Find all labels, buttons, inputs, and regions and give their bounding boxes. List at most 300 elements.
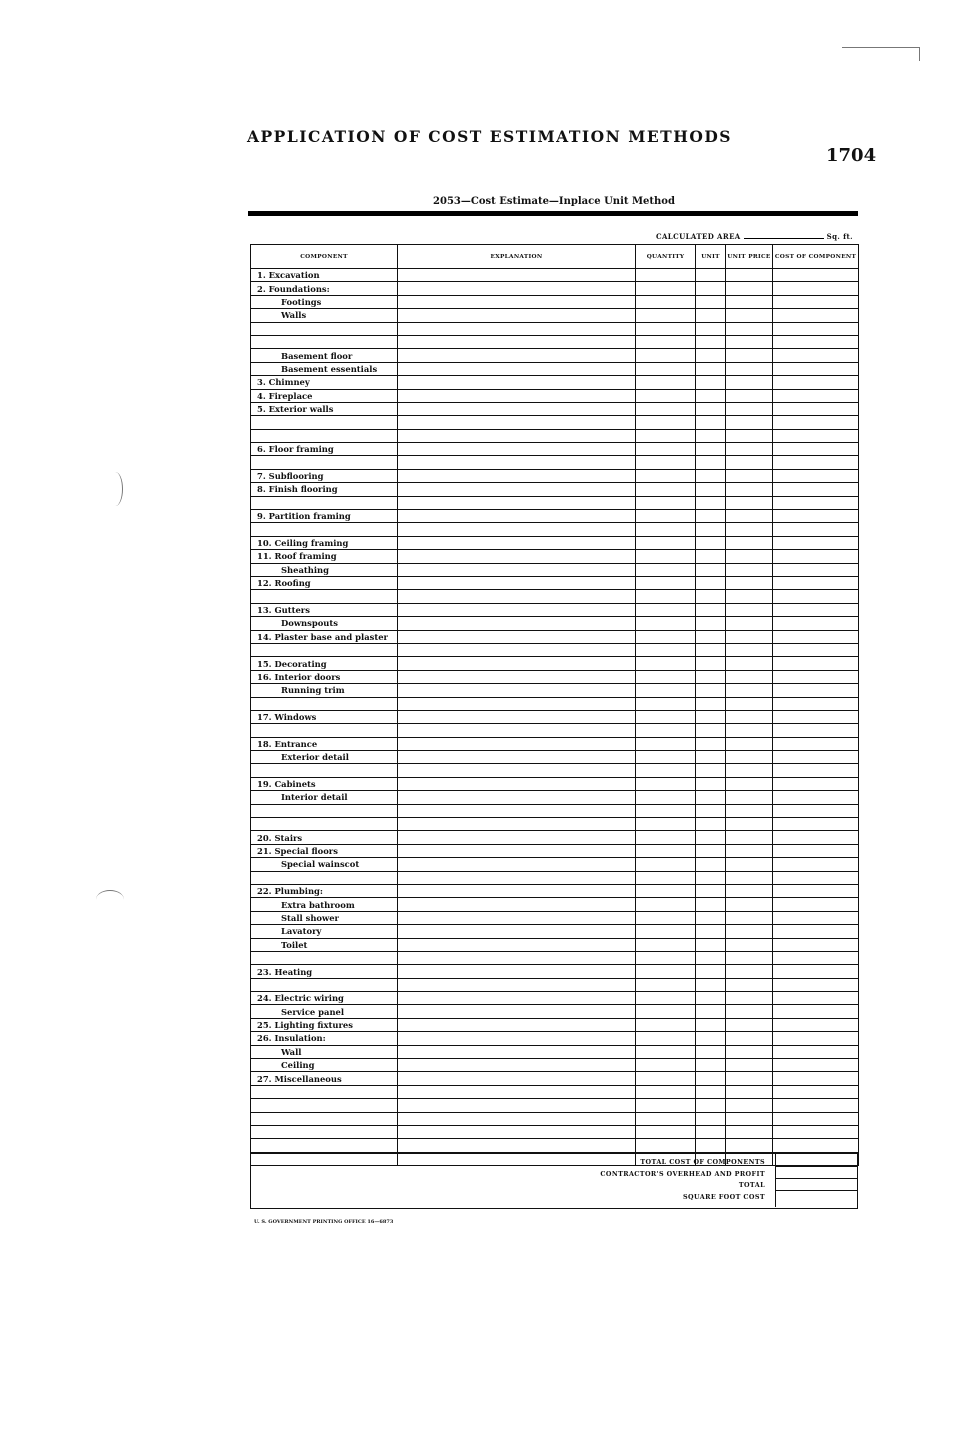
unit-price-cell[interactable] (726, 630, 773, 643)
explanation-cell[interactable] (398, 603, 636, 616)
unit-price-cell[interactable] (726, 496, 773, 509)
unit-price-cell[interactable] (726, 335, 773, 348)
explanation-cell[interactable] (398, 617, 636, 630)
quantity-cell[interactable] (636, 1005, 696, 1018)
unit-price-cell[interactable] (726, 443, 773, 456)
unit-price-cell[interactable] (726, 1032, 773, 1045)
unit-price-cell[interactable] (726, 429, 773, 442)
explanation-cell[interactable] (398, 804, 636, 817)
square-foot-cost-field[interactable] (775, 1190, 858, 1207)
explanation-cell[interactable] (398, 322, 636, 335)
unit-cell[interactable] (696, 389, 726, 402)
quantity-cell[interactable] (636, 751, 696, 764)
unit-cell[interactable] (696, 362, 726, 375)
explanation-cell[interactable] (398, 871, 636, 884)
explanation-cell[interactable] (398, 925, 636, 938)
cost-cell[interactable] (773, 911, 859, 924)
cost-cell[interactable] (773, 737, 859, 750)
quantity-cell[interactable] (636, 1059, 696, 1072)
unit-price-cell[interactable] (726, 831, 773, 844)
unit-price-cell[interactable] (726, 402, 773, 415)
explanation-cell[interactable] (398, 737, 636, 750)
cost-cell[interactable] (773, 443, 859, 456)
quantity-cell[interactable] (636, 617, 696, 630)
cost-cell[interactable] (773, 938, 859, 951)
unit-price-cell[interactable] (726, 376, 773, 389)
explanation-cell[interactable] (398, 402, 636, 415)
explanation-cell[interactable] (398, 818, 636, 831)
quantity-cell[interactable] (636, 416, 696, 429)
unit-cell[interactable] (696, 536, 726, 549)
unit-price-cell[interactable] (726, 603, 773, 616)
unit-price-cell[interactable] (726, 362, 773, 375)
explanation-cell[interactable] (398, 1139, 636, 1152)
unit-price-cell[interactable] (726, 938, 773, 951)
unit-price-cell[interactable] (726, 1045, 773, 1058)
unit-price-cell[interactable] (726, 590, 773, 603)
quantity-cell[interactable] (636, 576, 696, 589)
cost-cell[interactable] (773, 483, 859, 496)
quantity-cell[interactable] (636, 469, 696, 482)
cost-cell[interactable] (773, 818, 859, 831)
explanation-cell[interactable] (398, 911, 636, 924)
cost-cell[interactable] (773, 1045, 859, 1058)
quantity-cell[interactable] (636, 965, 696, 978)
explanation-cell[interactable] (398, 1018, 636, 1031)
explanation-cell[interactable] (398, 335, 636, 348)
cost-cell[interactable] (773, 269, 859, 282)
unit-price-cell[interactable] (726, 1139, 773, 1152)
unit-price-cell[interactable] (726, 536, 773, 549)
cost-cell[interactable] (773, 858, 859, 871)
unit-price-cell[interactable] (726, 858, 773, 871)
quantity-cell[interactable] (636, 871, 696, 884)
cost-cell[interactable] (773, 550, 859, 563)
quantity-cell[interactable] (636, 898, 696, 911)
cost-cell[interactable] (773, 831, 859, 844)
explanation-cell[interactable] (398, 1045, 636, 1058)
unit-cell[interactable] (696, 951, 726, 964)
unit-price-cell[interactable] (726, 1072, 773, 1085)
unit-price-cell[interactable] (726, 670, 773, 683)
explanation-cell[interactable] (398, 643, 636, 656)
unit-cell[interactable] (696, 1139, 726, 1152)
quantity-cell[interactable] (636, 764, 696, 777)
unit-price-cell[interactable] (726, 269, 773, 282)
unit-cell[interactable] (696, 657, 726, 670)
explanation-cell[interactable] (398, 751, 636, 764)
unit-cell[interactable] (696, 938, 726, 951)
explanation-cell[interactable] (398, 349, 636, 362)
cost-cell[interactable] (773, 563, 859, 576)
explanation-cell[interactable] (398, 992, 636, 1005)
unit-cell[interactable] (696, 978, 726, 991)
quantity-cell[interactable] (636, 1032, 696, 1045)
explanation-cell[interactable] (398, 443, 636, 456)
explanation-cell[interactable] (398, 590, 636, 603)
unit-cell[interactable] (696, 684, 726, 697)
unit-cell[interactable] (696, 911, 726, 924)
unit-price-cell[interactable] (726, 871, 773, 884)
unit-price-cell[interactable] (726, 1005, 773, 1018)
explanation-cell[interactable] (398, 429, 636, 442)
unit-price-cell[interactable] (726, 898, 773, 911)
cost-cell[interactable] (773, 992, 859, 1005)
explanation-cell[interactable] (398, 831, 636, 844)
cost-cell[interactable] (773, 402, 859, 415)
unit-price-cell[interactable] (726, 1018, 773, 1031)
explanation-cell[interactable] (398, 362, 636, 375)
unit-price-cell[interactable] (726, 751, 773, 764)
unit-price-cell[interactable] (726, 456, 773, 469)
cost-cell[interactable] (773, 469, 859, 482)
cost-cell[interactable] (773, 751, 859, 764)
unit-cell[interactable] (696, 871, 726, 884)
cost-cell[interactable] (773, 657, 859, 670)
unit-price-cell[interactable] (726, 389, 773, 402)
unit-price-cell[interactable] (726, 777, 773, 790)
unit-cell[interactable] (696, 349, 726, 362)
quantity-cell[interactable] (636, 269, 696, 282)
cost-cell[interactable] (773, 697, 859, 710)
unit-cell[interactable] (696, 590, 726, 603)
unit-cell[interactable] (696, 335, 726, 348)
cost-cell[interactable] (773, 965, 859, 978)
explanation-cell[interactable] (398, 469, 636, 482)
cost-cell[interactable] (773, 1139, 859, 1152)
unit-cell[interactable] (696, 416, 726, 429)
quantity-cell[interactable] (636, 938, 696, 951)
quantity-cell[interactable] (636, 523, 696, 536)
unit-price-cell[interactable] (726, 764, 773, 777)
unit-cell[interactable] (696, 510, 726, 523)
explanation-cell[interactable] (398, 576, 636, 589)
unit-cell[interactable] (696, 764, 726, 777)
cost-cell[interactable] (773, 951, 859, 964)
quantity-cell[interactable] (636, 657, 696, 670)
calculated-area-blank[interactable] (744, 238, 824, 239)
quantity-cell[interactable] (636, 282, 696, 295)
quantity-cell[interactable] (636, 590, 696, 603)
quantity-cell[interactable] (636, 710, 696, 723)
quantity-cell[interactable] (636, 791, 696, 804)
quantity-cell[interactable] (636, 322, 696, 335)
unit-cell[interactable] (696, 603, 726, 616)
explanation-cell[interactable] (398, 1032, 636, 1045)
unit-price-cell[interactable] (726, 1112, 773, 1125)
explanation-cell[interactable] (398, 791, 636, 804)
cost-cell[interactable] (773, 724, 859, 737)
cost-cell[interactable] (773, 429, 859, 442)
unit-price-cell[interactable] (726, 965, 773, 978)
explanation-cell[interactable] (398, 657, 636, 670)
cost-cell[interactable] (773, 389, 859, 402)
explanation-cell[interactable] (398, 295, 636, 308)
unit-price-cell[interactable] (726, 1126, 773, 1139)
quantity-cell[interactable] (636, 603, 696, 616)
cost-cell[interactable] (773, 804, 859, 817)
explanation-cell[interactable] (398, 416, 636, 429)
unit-cell[interactable] (696, 1126, 726, 1139)
unit-cell[interactable] (696, 818, 726, 831)
unit-cell[interactable] (696, 456, 726, 469)
quantity-cell[interactable] (636, 670, 696, 683)
explanation-cell[interactable] (398, 684, 636, 697)
explanation-cell[interactable] (398, 630, 636, 643)
quantity-cell[interactable] (636, 456, 696, 469)
cost-cell[interactable] (773, 282, 859, 295)
unit-price-cell[interactable] (726, 309, 773, 322)
unit-cell[interactable] (696, 443, 726, 456)
quantity-cell[interactable] (636, 483, 696, 496)
unit-price-cell[interactable] (726, 1085, 773, 1098)
unit-cell[interactable] (696, 523, 726, 536)
unit-cell[interactable] (696, 804, 726, 817)
unit-cell[interactable] (696, 630, 726, 643)
unit-cell[interactable] (696, 844, 726, 857)
quantity-cell[interactable] (636, 429, 696, 442)
cost-cell[interactable] (773, 1032, 859, 1045)
unit-cell[interactable] (696, 1032, 726, 1045)
cost-cell[interactable] (773, 349, 859, 362)
unit-cell[interactable] (696, 1085, 726, 1098)
quantity-cell[interactable] (636, 402, 696, 415)
explanation-cell[interactable] (398, 884, 636, 897)
cost-cell[interactable] (773, 670, 859, 683)
quantity-cell[interactable] (636, 443, 696, 456)
unit-cell[interactable] (696, 282, 726, 295)
unit-price-cell[interactable] (726, 818, 773, 831)
cost-cell[interactable] (773, 416, 859, 429)
cost-cell[interactable] (773, 510, 859, 523)
quantity-cell[interactable] (636, 831, 696, 844)
explanation-cell[interactable] (398, 724, 636, 737)
unit-cell[interactable] (696, 309, 726, 322)
cost-cell[interactable] (773, 523, 859, 536)
unit-cell[interactable] (696, 643, 726, 656)
unit-cell[interactable] (696, 1059, 726, 1072)
explanation-cell[interactable] (398, 269, 636, 282)
explanation-cell[interactable] (398, 496, 636, 509)
cost-cell[interactable] (773, 1072, 859, 1085)
unit-cell[interactable] (696, 884, 726, 897)
unit-price-cell[interactable] (726, 951, 773, 964)
unit-price-cell[interactable] (726, 483, 773, 496)
explanation-cell[interactable] (398, 938, 636, 951)
cost-cell[interactable] (773, 630, 859, 643)
cost-cell[interactable] (773, 1112, 859, 1125)
unit-cell[interactable] (696, 563, 726, 576)
explanation-cell[interactable] (398, 376, 636, 389)
unit-cell[interactable] (696, 1112, 726, 1125)
unit-cell[interactable] (696, 898, 726, 911)
quantity-cell[interactable] (636, 1112, 696, 1125)
quantity-cell[interactable] (636, 1072, 696, 1085)
quantity-cell[interactable] (636, 1018, 696, 1031)
unit-cell[interactable] (696, 751, 726, 764)
cost-cell[interactable] (773, 322, 859, 335)
unit-price-cell[interactable] (726, 617, 773, 630)
explanation-cell[interactable] (398, 1112, 636, 1125)
cost-cell[interactable] (773, 925, 859, 938)
explanation-cell[interactable] (398, 965, 636, 978)
cost-cell[interactable] (773, 1099, 859, 1112)
cost-cell[interactable] (773, 590, 859, 603)
explanation-cell[interactable] (398, 978, 636, 991)
explanation-cell[interactable] (398, 456, 636, 469)
unit-cell[interactable] (696, 496, 726, 509)
unit-price-cell[interactable] (726, 978, 773, 991)
quantity-cell[interactable] (636, 335, 696, 348)
explanation-cell[interactable] (398, 309, 636, 322)
unit-cell[interactable] (696, 992, 726, 1005)
quantity-cell[interactable] (636, 362, 696, 375)
unit-price-cell[interactable] (726, 804, 773, 817)
explanation-cell[interactable] (398, 389, 636, 402)
quantity-cell[interactable] (636, 884, 696, 897)
explanation-cell[interactable] (398, 697, 636, 710)
cost-cell[interactable] (773, 871, 859, 884)
quantity-cell[interactable] (636, 496, 696, 509)
unit-cell[interactable] (696, 925, 726, 938)
unit-cell[interactable] (696, 617, 726, 630)
quantity-cell[interactable] (636, 724, 696, 737)
explanation-cell[interactable] (398, 1072, 636, 1085)
unit-price-cell[interactable] (726, 563, 773, 576)
unit-price-cell[interactable] (726, 510, 773, 523)
unit-cell[interactable] (696, 269, 726, 282)
cost-cell[interactable] (773, 295, 859, 308)
cost-cell[interactable] (773, 1085, 859, 1098)
cost-cell[interactable] (773, 978, 859, 991)
unit-cell[interactable] (696, 322, 726, 335)
cost-cell[interactable] (773, 376, 859, 389)
quantity-cell[interactable] (636, 804, 696, 817)
unit-cell[interactable] (696, 670, 726, 683)
unit-cell[interactable] (696, 791, 726, 804)
unit-price-cell[interactable] (726, 844, 773, 857)
unit-price-cell[interactable] (726, 469, 773, 482)
explanation-cell[interactable] (398, 1059, 636, 1072)
unit-cell[interactable] (696, 1005, 726, 1018)
quantity-cell[interactable] (636, 309, 696, 322)
unit-cell[interactable] (696, 429, 726, 442)
unit-cell[interactable] (696, 858, 726, 871)
unit-price-cell[interactable] (726, 523, 773, 536)
unit-cell[interactable] (696, 831, 726, 844)
quantity-cell[interactable] (636, 858, 696, 871)
unit-price-cell[interactable] (726, 925, 773, 938)
unit-price-cell[interactable] (726, 322, 773, 335)
explanation-cell[interactable] (398, 563, 636, 576)
unit-price-cell[interactable] (726, 710, 773, 723)
cost-cell[interactable] (773, 335, 859, 348)
unit-cell[interactable] (696, 1072, 726, 1085)
quantity-cell[interactable] (636, 737, 696, 750)
quantity-cell[interactable] (636, 777, 696, 790)
quantity-cell[interactable] (636, 1045, 696, 1058)
unit-cell[interactable] (696, 777, 726, 790)
unit-cell[interactable] (696, 710, 726, 723)
unit-cell[interactable] (696, 965, 726, 978)
quantity-cell[interactable] (636, 684, 696, 697)
unit-cell[interactable] (696, 402, 726, 415)
unit-cell[interactable] (696, 483, 726, 496)
cost-cell[interactable] (773, 576, 859, 589)
cost-cell[interactable] (773, 684, 859, 697)
explanation-cell[interactable] (398, 1085, 636, 1098)
cost-cell[interactable] (773, 456, 859, 469)
cost-cell[interactable] (773, 710, 859, 723)
unit-cell[interactable] (696, 376, 726, 389)
quantity-cell[interactable] (636, 992, 696, 1005)
cost-cell[interactable] (773, 496, 859, 509)
quantity-cell[interactable] (636, 1099, 696, 1112)
unit-price-cell[interactable] (726, 643, 773, 656)
unit-price-cell[interactable] (726, 282, 773, 295)
quantity-cell[interactable] (636, 1126, 696, 1139)
cost-cell[interactable] (773, 603, 859, 616)
cost-cell[interactable] (773, 1018, 859, 1031)
cost-cell[interactable] (773, 617, 859, 630)
cost-cell[interactable] (773, 1005, 859, 1018)
quantity-cell[interactable] (636, 697, 696, 710)
unit-cell[interactable] (696, 1099, 726, 1112)
quantity-cell[interactable] (636, 630, 696, 643)
cost-cell[interactable] (773, 1126, 859, 1139)
explanation-cell[interactable] (398, 1126, 636, 1139)
unit-price-cell[interactable] (726, 697, 773, 710)
quantity-cell[interactable] (636, 925, 696, 938)
cost-cell[interactable] (773, 536, 859, 549)
unit-price-cell[interactable] (726, 684, 773, 697)
unit-price-cell[interactable] (726, 550, 773, 563)
unit-cell[interactable] (696, 1045, 726, 1058)
unit-price-cell[interactable] (726, 1099, 773, 1112)
quantity-cell[interactable] (636, 389, 696, 402)
quantity-cell[interactable] (636, 818, 696, 831)
cost-cell[interactable] (773, 791, 859, 804)
explanation-cell[interactable] (398, 858, 636, 871)
explanation-cell[interactable] (398, 898, 636, 911)
quantity-cell[interactable] (636, 295, 696, 308)
unit-price-cell[interactable] (726, 724, 773, 737)
explanation-cell[interactable] (398, 670, 636, 683)
explanation-cell[interactable] (398, 536, 636, 549)
unit-price-cell[interactable] (726, 1059, 773, 1072)
unit-price-cell[interactable] (726, 657, 773, 670)
unit-cell[interactable] (696, 576, 726, 589)
cost-cell[interactable] (773, 1059, 859, 1072)
explanation-cell[interactable] (398, 710, 636, 723)
quantity-cell[interactable] (636, 911, 696, 924)
quantity-cell[interactable] (636, 643, 696, 656)
unit-price-cell[interactable] (726, 737, 773, 750)
unit-price-cell[interactable] (726, 992, 773, 1005)
unit-price-cell[interactable] (726, 791, 773, 804)
quantity-cell[interactable] (636, 1139, 696, 1152)
cost-cell[interactable] (773, 309, 859, 322)
cost-cell[interactable] (773, 643, 859, 656)
quantity-cell[interactable] (636, 1085, 696, 1098)
unit-cell[interactable] (696, 550, 726, 563)
explanation-cell[interactable] (398, 282, 636, 295)
unit-price-cell[interactable] (726, 576, 773, 589)
unit-cell[interactable] (696, 737, 726, 750)
explanation-cell[interactable] (398, 1005, 636, 1018)
unit-cell[interactable] (696, 295, 726, 308)
explanation-cell[interactable] (398, 1099, 636, 1112)
